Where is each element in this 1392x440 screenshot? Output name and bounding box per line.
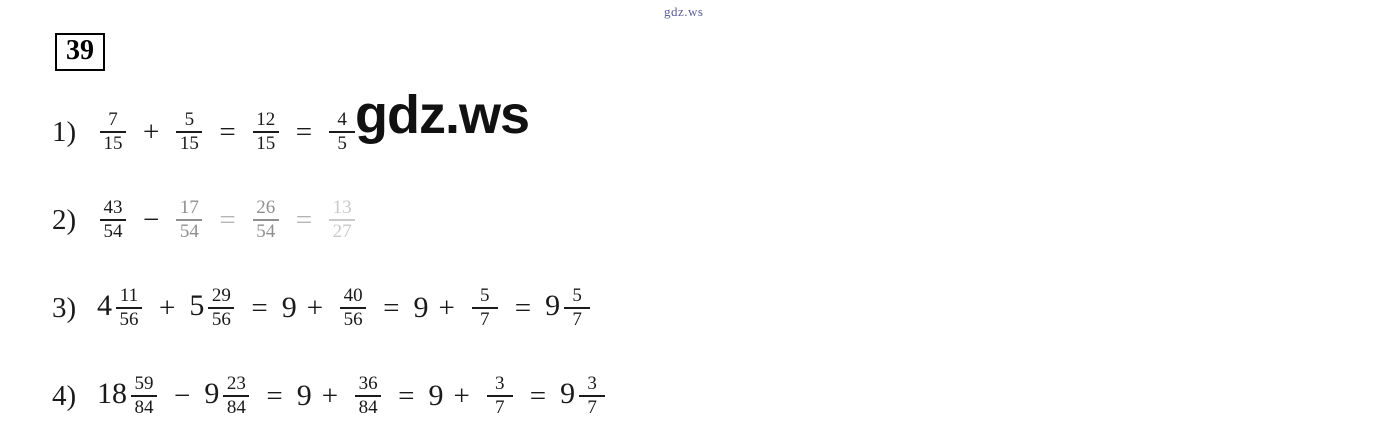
- fraction-glyph: [176, 198, 202, 242]
- fraction-denominator: 84: [134, 397, 154, 418]
- fraction-glyph: [340, 286, 366, 330]
- fraction-glyph: [579, 374, 605, 418]
- fraction-glyph: [472, 286, 498, 330]
- operator: =: [219, 115, 236, 148]
- fraction-denominator: 54: [256, 221, 276, 242]
- operator: =: [295, 115, 313, 148]
- fraction-denominator: 15: [103, 133, 123, 154]
- operator: +: [159, 291, 176, 324]
- operator: +: [453, 379, 470, 412]
- fraction: [250, 198, 282, 242]
- fraction-denominator: 54: [179, 221, 199, 242]
- fraction-denominator: 7: [480, 309, 490, 330]
- equation-index: 3): [52, 291, 77, 324]
- equation-index: 4): [52, 379, 77, 412]
- fraction-glyph: [487, 374, 513, 418]
- operator: =: [398, 379, 415, 412]
- fraction-glyph: [253, 110, 279, 154]
- watermark-overlay: gdz.ws: [355, 85, 530, 145]
- fraction-numerator: 59: [134, 373, 154, 395]
- fraction-denominator: 54: [103, 221, 123, 242]
- fraction-glyph: [329, 110, 355, 154]
- fraction: [352, 374, 384, 418]
- fraction-glyph: [100, 110, 126, 154]
- fraction-denominator: 27: [332, 221, 352, 242]
- fraction-denominator: 56: [119, 309, 139, 330]
- whole-number: 9: [428, 379, 444, 412]
- whole-number: 9: [281, 291, 297, 324]
- fraction-denominator: 84: [226, 397, 246, 418]
- fraction-glyph: [100, 198, 126, 242]
- fraction-numerator: 5: [572, 285, 582, 307]
- fraction-glyph: [208, 286, 234, 330]
- fraction: [173, 198, 205, 242]
- fraction-denominator: 84: [358, 397, 378, 418]
- operator: =: [219, 203, 236, 236]
- whole-number: 9: [296, 379, 312, 412]
- fraction-numerator: 7: [108, 109, 118, 131]
- equation-line: [52, 264, 1382, 352]
- mixed-number: [97, 374, 160, 418]
- fraction-numerator: 40: [343, 285, 363, 307]
- fraction-glyph: [329, 198, 355, 242]
- fraction: [326, 198, 358, 242]
- mixed-number: [560, 374, 608, 418]
- fraction-numerator: 17: [179, 197, 199, 219]
- operator: +: [438, 291, 455, 324]
- mixed-whole-part: 5: [189, 288, 205, 322]
- operator: +: [306, 291, 324, 324]
- fraction-numerator: 11: [119, 285, 139, 307]
- operator: =: [514, 291, 532, 324]
- fraction-denominator: 5: [337, 133, 347, 154]
- fraction: [326, 110, 358, 154]
- operator: +: [143, 115, 160, 148]
- operator: −: [143, 203, 160, 236]
- fraction-numerator: 5: [480, 285, 490, 307]
- equation-line: [52, 176, 1382, 264]
- operator: =: [251, 291, 268, 324]
- fraction-numerator: 26: [256, 197, 276, 219]
- fraction-numerator: 29: [211, 285, 231, 307]
- operator: =: [529, 379, 547, 412]
- fraction-denominator: 7: [495, 397, 505, 418]
- fraction-glyph: [176, 110, 202, 154]
- fraction-numerator: 43: [103, 197, 123, 219]
- mixed-whole-part: 18: [97, 376, 127, 410]
- operator: =: [266, 379, 283, 412]
- fraction-glyph: [253, 198, 279, 242]
- fraction-glyph: [564, 286, 590, 330]
- fraction-denominator: 15: [256, 133, 276, 154]
- fraction-glyph: [223, 374, 249, 418]
- operator: +: [321, 379, 339, 412]
- fraction: [469, 286, 501, 330]
- fraction-numerator: 23: [226, 373, 246, 395]
- fraction-numerator: 3: [495, 373, 505, 395]
- mixed-whole-part: 9: [545, 288, 561, 322]
- fraction: [484, 374, 516, 418]
- operator: =: [295, 203, 313, 236]
- fraction: [97, 110, 129, 154]
- mixed-whole-part: 9: [204, 376, 220, 410]
- fraction: [97, 198, 129, 242]
- fraction-numerator: 13: [332, 197, 352, 219]
- fraction: [337, 286, 369, 330]
- fraction-numerator: 3: [587, 373, 597, 395]
- operator: =: [383, 291, 400, 324]
- mixed-number: [189, 286, 237, 330]
- mixed-number: [97, 286, 145, 330]
- fraction-denominator: 56: [211, 309, 231, 330]
- mixed-whole-part: 4: [97, 288, 112, 322]
- mixed-number: [204, 374, 252, 418]
- task-number-badge: 39: [55, 33, 105, 71]
- equation-list: [52, 85, 1382, 440]
- fraction-glyph: [355, 374, 381, 418]
- fraction-numerator: 5: [184, 109, 195, 131]
- operator: −: [174, 379, 191, 412]
- mixed-number: [545, 286, 593, 330]
- equation-line: [52, 352, 1382, 440]
- fraction: [173, 110, 205, 154]
- fraction-numerator: 4: [337, 109, 347, 131]
- fraction-numerator: 12: [256, 109, 276, 131]
- fraction-glyph: [131, 374, 157, 418]
- equation-index: 1): [52, 115, 77, 148]
- whole-number: 9: [413, 291, 429, 324]
- fraction-denominator: 7: [572, 309, 582, 330]
- watermark-top: gdz.ws: [664, 4, 704, 19]
- fraction-denominator: 15: [179, 133, 199, 154]
- fraction-denominator: 7: [587, 397, 597, 418]
- fraction-glyph: [116, 286, 142, 330]
- equation-line: [52, 85, 1382, 176]
- mixed-whole-part: 9: [560, 376, 576, 410]
- fraction-numerator: 36: [358, 373, 378, 395]
- fraction-denominator: 56: [343, 309, 363, 330]
- equation-index: 2): [52, 203, 77, 236]
- fraction: [250, 110, 282, 154]
